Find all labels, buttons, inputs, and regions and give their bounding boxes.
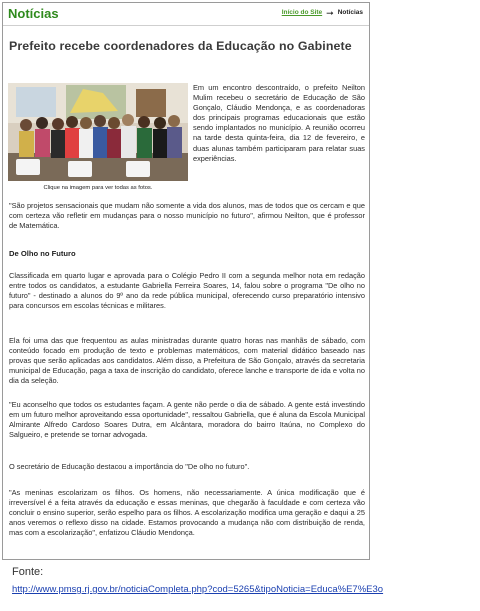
article-intro: Em um encontro descontraído, o prefeito Neilton Mulim recebeu o secretário de Educação de São Gonçalo, Cláudio Mendonça, e as coordenadoras dos principais programas educacionais que estão sendo implantados no município. A reunião ocorreu na tarde desta quinta-feira, dia 12 de fevereiro, e duas alunas também participaram para relatar suas experiências. [193,83,365,163]
article-paragraph-1: "São projetos sensacionais que mudam não somente a vida dos alunos, mas de todos que os cercam e que com certeza vão refletir em mudanças para o nosso município no futuro", afirmou Neilton, que é professor de Matemática. [9,201,365,231]
article-paragraph-5: O secretário de Educação destacou a importância do "De olho no futuro". [9,462,250,471]
article-photo[interactable] [8,83,188,181]
article-paragraph-6: "As meninas escolarizam os filhos. Os homens, não necessariamente. A única modificação que é irreversível é a feita através da educação e essas meninas, que chegarão à faculdade e com certeza vão concluir o ensino superior, serão espelho para os filhos. A escolarização modifica uma geração e daqui a 25 anos veremos o reflexo disso na cidade. Estamos provocando a mudança não com distribuição de renda, mas com a escolarização", enfatizou Cláudio Mendonça. [9,488,365,538]
article-headline: Prefeito recebe coordenadores da Educação no Gabinete [9,39,352,53]
group-photo-image [8,83,188,181]
section-title: Notícias [8,6,59,21]
article-paragraph-2: Classificada em quarto lugar e aprovada para o Colégio Pedro II com a segunda melhor nota em redação entre todos os candidatos, a estudante Gabriella Ferreira Soares, 14, falou sobre o programa "De olho no futuro" - destinado a alunos do 9º ano da rede pública municipal, oferecendo curso preparatório intensivo para concursos em escolas técnicas e militares. [9,271,365,311]
photo-caption[interactable]: Clique na imagem para ver todas as fotos. [43,185,153,191]
source-link[interactable]: http://www.pmsg.rj.gov.br/noticiaCompleta.php?cod=5265&tipoNoticia=Educa%E7%E3o [12,584,384,595]
article-paragraph-3: Ela foi uma das que frequentou as aulas ministradas durante quatro horas nas manhãs de sábado, com conteúdo focado em produção de texto e problemas matemáticos, com material didático baseado nas provas que serão aplicadas aos candidatos. Além disso, a Prefeitura de São Gonçalo, através da secretaria municipal de Educação, paga a taxa de inscrição do candidato, oferece lanche e transporte de ida e volta no dia da seleção. [9,336,365,386]
right-arrow-icon: ➞ [326,7,334,18]
breadcrumb-home-link[interactable]: Início do Site [281,9,323,16]
breadcrumb-current: Notícias [337,9,363,16]
news-panel [2,2,370,560]
source-label: Fonte: [12,566,44,578]
breadcrumb [282,9,363,16]
panel-header [3,3,369,26]
article-subheading: De Olho no Futuro [9,249,76,258]
article-paragraph-4: "Eu aconselho que todos os estudantes façam. A gente não perde o dia de sábado. A gente está investindo em um futuro melhor aproveitando essa oportunidade", ressaltou Gabriella, que é aluna da Escola Municipal Almirante Alfredo Cardoso Soares Dutra, em Alcântara, moradora do bairro Itaúna, no Complexo do Salgueiro, e pretende se tornar advogada. [9,400,365,440]
